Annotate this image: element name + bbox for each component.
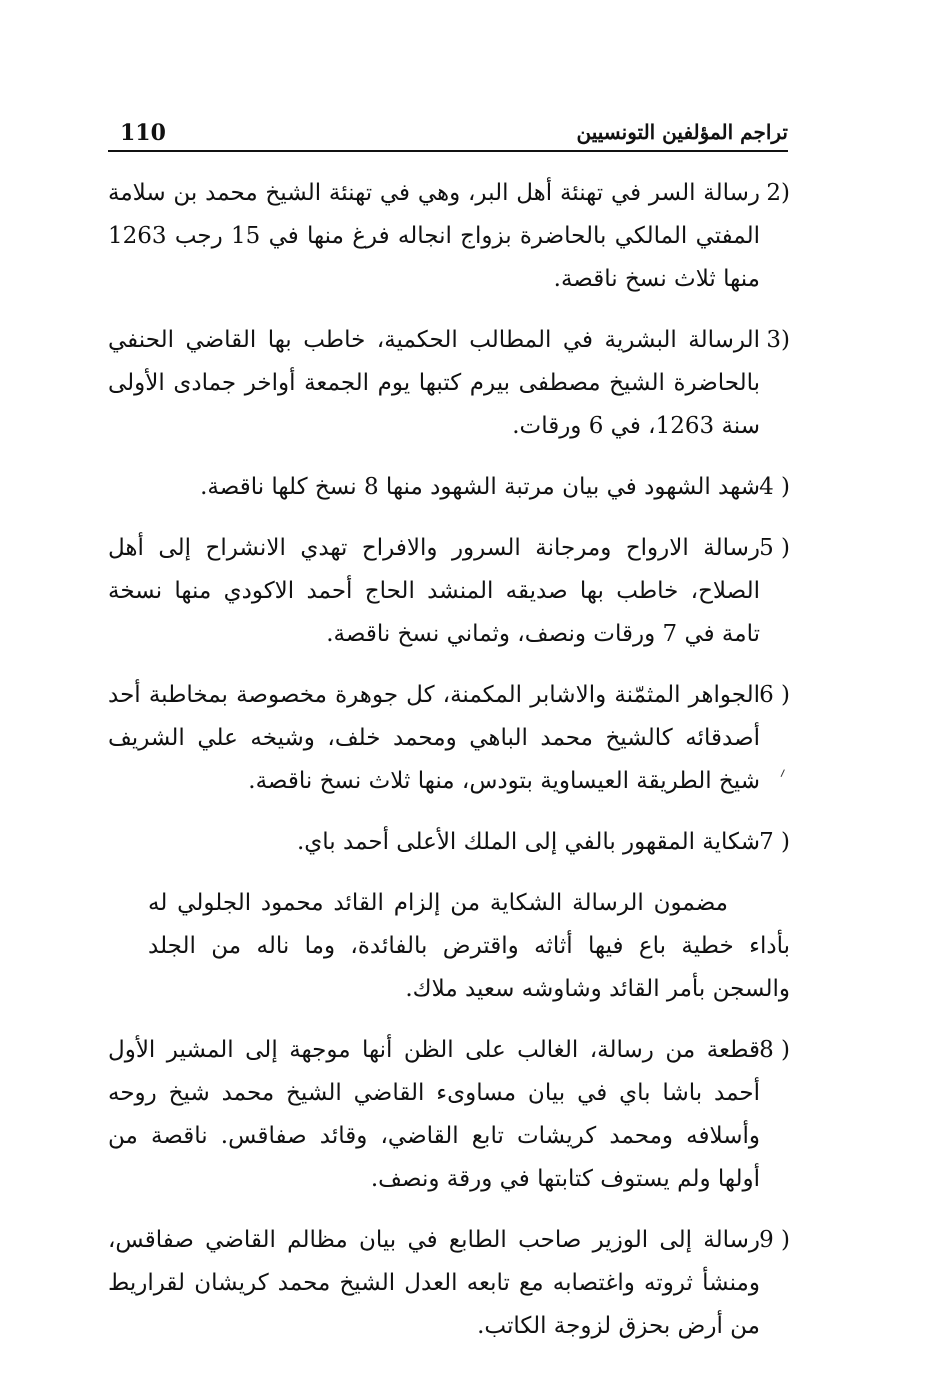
list-item [108,466,790,509]
description-paragraph: مضمون الرسالة الشكاية من إلزام القائد محمود الجلولي له بأداء خطية باع فيها أثاثه واقترض بالفائدة، وما ناله من الجلد والسجن بأمر القائد وشاوشه سعيد ملاك. [148,890,790,1002]
list-item [108,319,790,448]
item-text: رسالة إلى الوزير صاحب الطابع في بيان مظالم القاضي صفاقس، ومنشأ ثروته واغتصابه مع تابعه العدل الشيخ محمد كريشان لقراريط من أرض بحزق لزوجة الكاتب. [108,1227,760,1339]
item-text: رسالة الارواح ومرجانة السرور والافراح تهدي الانشراح إلى أهل الصلاح، خاطب بها صديقه المنشد الحاج أحمد الاكودي منها نسخة تامة في 7 ورقات ونصف، وثماني نسخ ناقصة. [108,535,760,647]
item-text: قطعة من رسالة، الغالب على الظن أنها موجهة إلى المشير الأول أحمد باشا باي في بيان مساوىء القاضي الشيخ محمد شيخ روحه وأسلافه ومحمد كريشات تابع القاضي، وقائد صفاقس. ناقصة من أولها ولم يستوف كتابتها في ورقة ونصف. [108,1037,760,1192]
running-title: تراجم المؤلفين التونسيين [576,120,788,144]
page-header [108,112,788,152]
item-number: 5 ) [759,535,790,561]
page-number: 110 [120,120,166,146]
item-text: الرسالة البشرية في المطالب الحكمية، خاطب بها القاضي الحنفي بالحاضرة الشيخ مصطفى بيرم كتبها يوم الجمعة أواخر جمادى الأولى سنة 1263، في 6 ورقات. [108,327,760,439]
item-number: 9 ) [759,1227,790,1253]
item-text: شهد الشهود في بيان مرتبة الشهود منها 8 نسخ كلها ناقصة. [200,474,760,500]
item-number: 4 ) [759,474,790,500]
list-item [108,821,790,864]
item-number: 3) [766,327,790,353]
list-item [108,1029,790,1201]
list-item [108,172,790,301]
item-number: 2) [766,180,790,206]
item-text: الجواهر المثمّنة والاشابر المكمنة، كل جوهرة مخصوصة بمخاطبة أحد أصدقائه كالشيخ محمد الباهي ومحمد خلف، وشيخه علي الشريف شيخ الطريقة العيساوية بتودس، منها ثلاث نسخ ناقصة. [108,682,760,794]
item-number: 6 ) [759,682,790,708]
item-text: شكاية المقهور بالفي إلى الملك الأعلى أحمد باي. [296,829,760,855]
item-text: رسالة السر في تهنئة أهل البر، وهي في تهنئة الشيخ محمد بن سلامة المفتي المالكي بالحاضرة بزواج انجاله فرغ منها في 15 رجب 1263 منها ثلاث نسخ ناقصة. [108,180,761,292]
list-item [108,674,790,803]
item-number: 8 ) [759,1037,790,1063]
list-item [108,527,790,656]
page-body [108,172,790,1366]
item-number: 7 ) [759,829,790,855]
list-item [108,1219,790,1348]
